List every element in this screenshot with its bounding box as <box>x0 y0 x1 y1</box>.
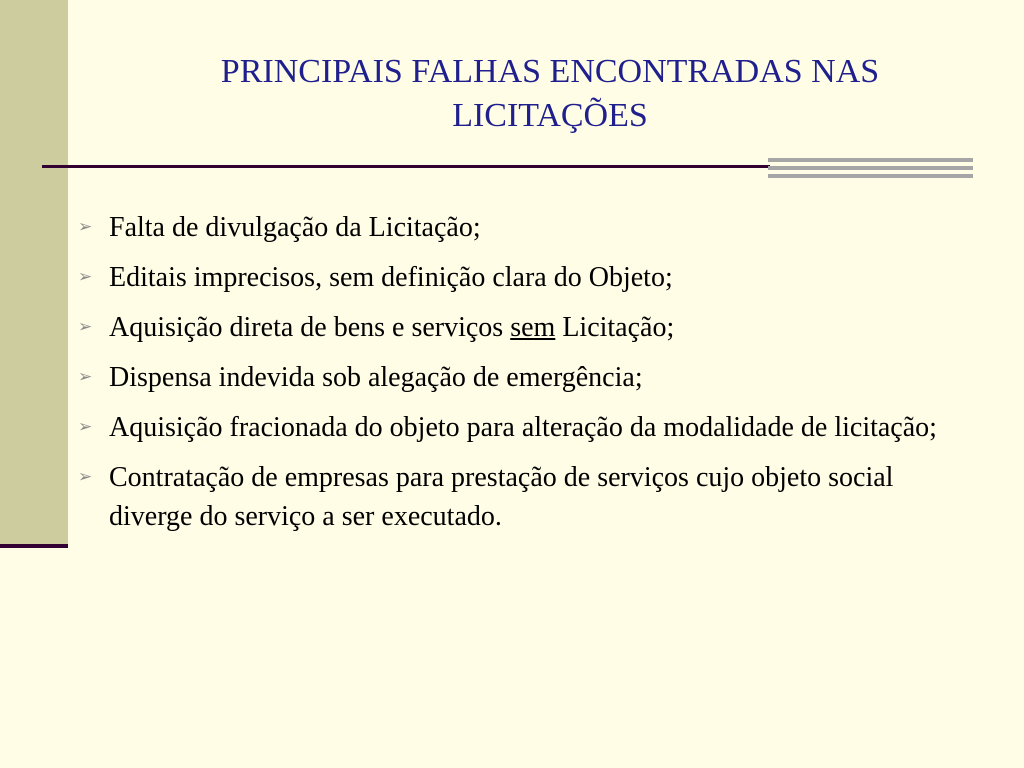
bullet-item <box>74 258 974 297</box>
gray-bar <box>768 158 973 162</box>
bullet-text: Dispensa indevida sob alegação de emergência; <box>109 362 643 393</box>
decorative-gray-bars <box>768 158 973 178</box>
arrowhead-bullet-icon: ➢ <box>78 417 93 437</box>
bullet-item <box>74 308 974 347</box>
bullet-text-before: Aquisição direta de bens e serviços <box>109 312 511 343</box>
bullet-text: Editais imprecisos, sem definição clara do Objeto; <box>109 262 673 293</box>
bullet-item <box>74 358 974 397</box>
slide-title-line1: PRINCIPAIS FALHAS ENCONTRADAS NAS <box>220 53 880 90</box>
arrowhead-bullet-icon: ➢ <box>78 467 93 487</box>
bullet-text: Contratação de empresas para prestação de serviços cujo objeto social diverge do serviço a ser executado. <box>109 462 894 532</box>
gray-bar <box>768 166 973 170</box>
left-decorative-band <box>0 0 68 548</box>
bullet-text-emphasis: sem <box>510 312 556 343</box>
gray-bar <box>768 174 973 178</box>
arrowhead-bullet-icon: ➢ <box>78 367 93 387</box>
bullet-item <box>74 458 974 536</box>
title-divider-line <box>42 165 770 168</box>
bullet-text: Aquisição fracionada do objeto para alteração da modalidade de licitação; <box>109 412 937 443</box>
bullet-text-after: Licitação; <box>555 312 675 343</box>
bullet-item <box>74 208 974 247</box>
arrowhead-bullet-icon: ➢ <box>78 267 93 287</box>
arrowhead-bullet-icon: ➢ <box>78 317 93 337</box>
bullet-item <box>74 408 974 447</box>
slide-title <box>100 50 1000 138</box>
slide-title-line2: LICITAÇÕES <box>452 97 648 134</box>
left-accent-line <box>0 544 68 548</box>
bullet-text: Falta de divulgação da Licitação; <box>109 212 481 243</box>
arrowhead-bullet-icon: ➢ <box>78 217 93 237</box>
bullet-list <box>74 208 974 547</box>
